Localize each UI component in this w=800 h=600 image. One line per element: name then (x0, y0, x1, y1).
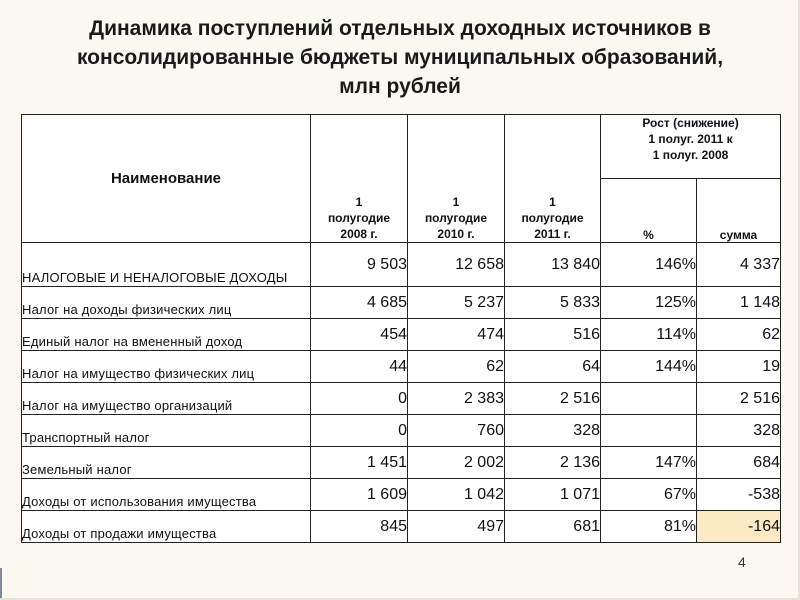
revenue-table (21, 114, 781, 543)
row-2008-cell: 1 451 (311, 447, 408, 479)
row-2010-cell: 12 658 (408, 243, 505, 287)
header-row-1 (22, 115, 781, 179)
decorative-corner-line (0, 568, 16, 598)
row-2010-cell: 2 002 (408, 447, 505, 479)
row-2010-cell: 497 (408, 511, 505, 543)
row-2008-cell: 845 (311, 511, 408, 543)
table-row (22, 511, 781, 543)
row-name-cell: НАЛОГОВЫЕ И НЕНАЛОГОВЫЕ ДОХОДЫ (22, 243, 311, 287)
row-2011-cell: 13 840 (505, 243, 601, 287)
row-percent-cell: 144% (601, 351, 697, 383)
row-sum-cell: 62 (697, 319, 781, 351)
row-percent-cell: 81% (601, 511, 697, 543)
table-row (22, 447, 781, 479)
table-body (22, 243, 781, 543)
row-name-cell: Налог на доходы физических лиц (22, 287, 311, 319)
row-2008-cell: 9 503 (311, 243, 408, 287)
row-2010-cell: 2 383 (408, 383, 505, 415)
header-growth (601, 115, 781, 179)
row-2011-cell: 328 (505, 415, 601, 447)
header-2008-line: 1 (355, 195, 363, 209)
row-2011-cell: 516 (505, 319, 601, 351)
row-name-cell: Налог на имущество организаций (22, 383, 311, 415)
table-row (22, 415, 781, 447)
row-2011-cell: 681 (505, 511, 601, 543)
page-number: 4 (738, 554, 746, 570)
table-row (22, 383, 781, 415)
title-line-2: консолидированные бюджеты муниципальных образований, (76, 46, 724, 69)
row-name-cell: Транспортный налог (22, 415, 311, 447)
row-percent-cell: 125% (601, 287, 697, 319)
header-name: Наименование (22, 115, 311, 243)
header-growth-line: Рост (снижение) (642, 116, 739, 130)
header-2011-line: полугодие (521, 211, 584, 225)
header-2008-line: полугодие (327, 211, 391, 225)
row-name-cell: Доходы от продажи имущества (22, 511, 311, 543)
row-percent-cell (601, 415, 697, 447)
row-percent-cell (601, 383, 697, 415)
header-2011-line: 2011 г. (534, 227, 571, 241)
header-2011 (505, 115, 601, 243)
header-2010 (408, 115, 505, 243)
row-2008-cell: 0 (311, 415, 408, 447)
table-row (22, 243, 781, 287)
row-2008-cell: 4 685 (311, 287, 408, 319)
title-line-3: млн рублей (339, 75, 461, 98)
row-2011-cell: 5 833 (505, 287, 601, 319)
row-sum-cell: 328 (697, 415, 781, 447)
row-2011-cell: 2 136 (505, 447, 601, 479)
row-2008-cell: 44 (311, 351, 408, 383)
row-name-cell: Налог на имущество физических лиц (22, 351, 311, 383)
row-percent-cell: 67% (601, 479, 697, 511)
row-name-cell: Доходы от использования имущества (22, 479, 311, 511)
title-line-1: Динамика поступлений отдельных доходных источников в (89, 17, 711, 40)
table-row (22, 319, 781, 351)
row-2010-cell: 1 042 (408, 479, 505, 511)
row-percent-cell: 114% (601, 319, 697, 351)
row-sum-cell: -538 (697, 479, 781, 511)
row-2010-cell: 62 (408, 351, 505, 383)
header-2010-line: полугодие (424, 211, 488, 225)
header-2010-line: 1 (452, 195, 460, 209)
row-sum-cell: 684 (697, 447, 781, 479)
row-2010-cell: 760 (408, 415, 505, 447)
row-2011-cell: 1 071 (505, 479, 601, 511)
row-sum-cell: -164 (697, 511, 781, 543)
row-2010-cell: 5 237 (408, 287, 505, 319)
row-2010-cell: 474 (408, 319, 505, 351)
row-sum-cell: 1 148 (697, 287, 781, 319)
table-row (22, 351, 781, 383)
row-2008-cell: 454 (311, 319, 408, 351)
row-name-cell: Единый налог на вмененный доход (22, 319, 311, 351)
table-row (22, 287, 781, 319)
header-2010-line: 2010 г. (437, 227, 475, 241)
row-name-cell: Земельный налог (22, 447, 311, 479)
row-sum-cell: 19 (697, 351, 781, 383)
slide-title (40, 14, 760, 101)
row-percent-cell: 146% (601, 243, 697, 287)
header-sum: сумма (697, 179, 781, 243)
row-2011-cell: 2 516 (505, 383, 601, 415)
header-2011-line: 1 (549, 195, 556, 209)
table-row (22, 479, 781, 511)
header-2008 (311, 115, 408, 243)
row-percent-cell: 147% (601, 447, 697, 479)
row-2011-cell: 64 (505, 351, 601, 383)
header-2008-line: 2008 г. (340, 227, 378, 241)
row-2008-cell: 1 609 (311, 479, 408, 511)
header-percent: % (601, 179, 697, 243)
row-sum-cell: 2 516 (697, 383, 781, 415)
row-sum-cell: 4 337 (697, 243, 781, 287)
row-2008-cell: 0 (311, 383, 408, 415)
header-growth-line: 1 полуг. 2011 к (648, 132, 733, 146)
header-growth-line: 1 полуг. 2008 (652, 148, 729, 162)
